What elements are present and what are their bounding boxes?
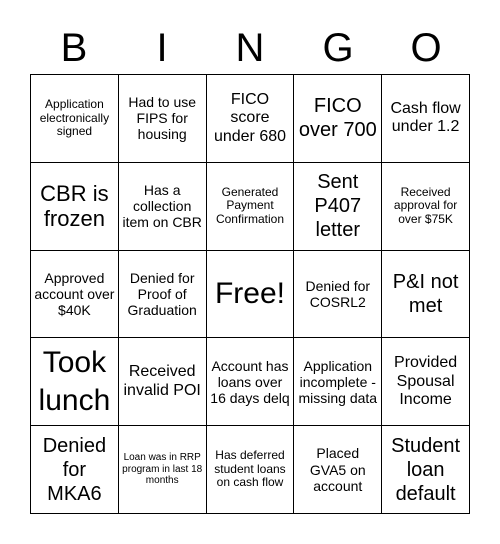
bingo-cell[interactable]: Provided Spousal Income (382, 338, 470, 426)
header-letter-g: G (322, 26, 354, 70)
header-letter-i: I (156, 26, 168, 70)
bingo-cell[interactable]: Received approval for over $75K (382, 163, 470, 251)
header-letter-n: N (235, 26, 265, 70)
bingo-cell[interactable]: P&I not met (382, 251, 470, 339)
bingo-cell[interactable]: Had to use FIPS for housing (119, 75, 207, 163)
bingo-cell[interactable]: FICO score under 680 (207, 75, 295, 163)
bingo-cell[interactable]: Denied for COSRL2 (294, 251, 382, 339)
header-letter-o: O (410, 26, 442, 70)
bingo-header (30, 24, 470, 72)
bingo-cell[interactable]: FICO over 700 (294, 75, 382, 163)
bingo-cell[interactable]: Sent P407 letter (294, 163, 382, 251)
bingo-board (30, 74, 470, 514)
bingo-cell[interactable]: Application electronically signed (31, 75, 119, 163)
free-space[interactable]: Free! (207, 251, 295, 339)
bingo-cell[interactable]: Cash flow under 1.2 (382, 75, 470, 163)
header-letter-b: B (60, 26, 88, 70)
bingo-cell[interactable]: Student loan default (382, 426, 470, 514)
bingo-cell[interactable]: Has deferred student loans on cash flow (207, 426, 295, 514)
bingo-cell[interactable]: Loan was in RRP program in last 18 months (119, 426, 207, 514)
bingo-cell[interactable]: Has a collection item on CBR (119, 163, 207, 251)
bingo-cell[interactable]: Account has loans over 16 days delq (207, 338, 295, 426)
bingo-cell[interactable]: Denied for MKA6 (31, 426, 119, 514)
bingo-cell[interactable]: Application incomplete - missing data (294, 338, 382, 426)
bingo-cell[interactable]: Took lunch (31, 338, 119, 426)
bingo-cell[interactable]: CBR is frozen (31, 163, 119, 251)
bingo-cell[interactable]: Approved account over $40K (31, 251, 119, 339)
bingo-cell[interactable]: Generated Payment Confirmation (207, 163, 295, 251)
bingo-cell[interactable]: Denied for Proof of Graduation (119, 251, 207, 339)
bingo-cell[interactable]: Placed GVA5 on account (294, 426, 382, 514)
bingo-cell[interactable]: Received invalid POI (119, 338, 207, 426)
